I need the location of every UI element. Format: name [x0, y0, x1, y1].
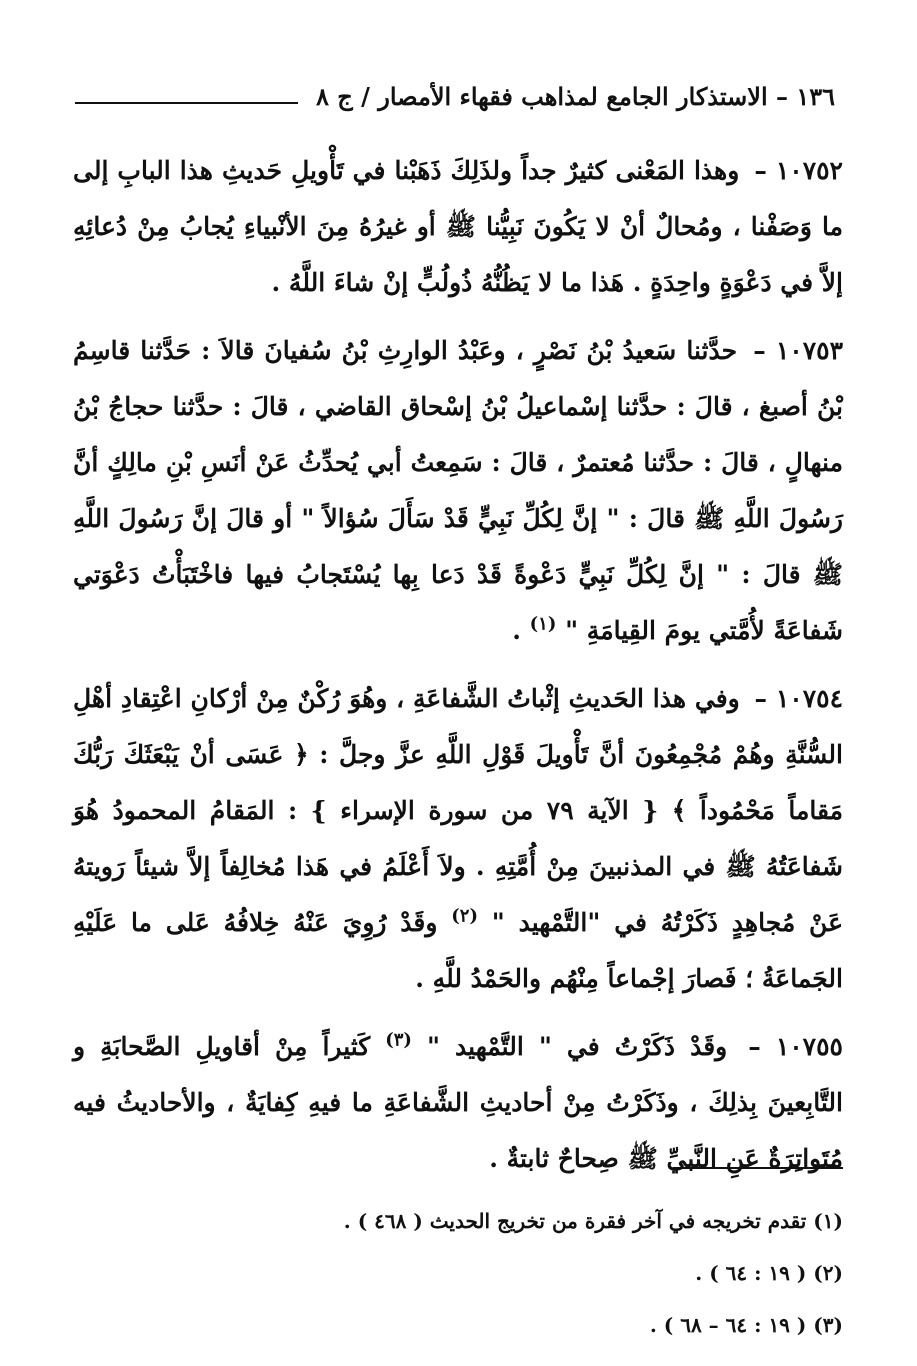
- paragraph-text: وهذا المَعْنى كثيرٌ جداً ولذَلِكَ ذَهَبْنا في تَأْويلِ حَديثِ هذا البابِ إلى ما وَصَفْنا ، ومُحالٌ أنْ لا يَكُونَ نَبِيُّنا ﷺ أو غيرُهُ مِنَ الأنْبياءِ يُجابُ مِنْ دُعائِهِ إلاَّ في دَعْوَةٍ واحِدَةٍ . هَذا ما لا يَظُنُّهُ ذُولُبٍّ إنْ شاءَ اللَّهُ .: [73, 156, 843, 297]
- running-header: [75, 72, 835, 112]
- footnote-3: (٣) ( ١٩ : ٦٤ – ٦٨ ) .: [649, 1313, 843, 1337]
- paragraph-text: وفي هذا الحَديثِ إثْباتُ الشَّفاعَةِ ، وهُوَ رُكْنٌ مِنْ أرْكانِ اعْتِقادِ أهْلِ السُّنَّةِ وهُمْ مُجْمِعُونَ أنَّ تَأْويلَ قَوْلِ اللَّهِ عزَّ وجلَّ : ﴿ عَسَى أنْ يَبْعَثَكَ رَبُّكَ مَقاماً مَحْمُوداً ﴾ { الآية ٧٩ من سورة الإسراء } : المَقامُ المحمودُ هُوَ شَفاعَتُهُ ﷺ في المذنبينَ مِنْ أُمَّتِهِ . ولاَ أَعْلَمُ في هَذا مُخالِفاً إلاَّ شيئاً رَويتهُ عَنْ مُجاهِدٍ ذَكَرْتُهُ في "التَّمْهيد ": [73, 684, 844, 937]
- paragraph-10753: [73, 323, 843, 659]
- paragraph-10752: [73, 143, 843, 311]
- paragraph-text: وقَدْ ذَكَرْتُ في " التَّمْهيد ": [426, 1032, 728, 1061]
- paragraph-text: حدَّثنا سَعيدُ بْنُ نَصْرٍ ، وعَبْدُ الوارِثِ بْنُ سُفيانَ قالاَ : حَدَّثنا قاسِمُ بْنُ أصبغ ، قالَ : حدَّثنا إسْماعيلُ بْنُ إسْحاق القاضي ، قالَ : حدَّثنا حجاجُ بْنُ منهالٍ ، قالَ : حدَّثنا مُعتمرٌ ، قالَ : سَمِعتُ أبي يُحدِّثُ عَنْ أنَسِ بْنِ مالِكٍ أنَّ رَسُولَ اللَّهِ ﷺ قالَ : " إنَّ لِكُلِّ نَبِيٍّ قَدْ سَأَلَ سُؤالاً " أو قالَ إنَّ رَسُولَ اللَّهِ ﷺ قالَ : " إنَّ لِكُلِّ نَبِيٍّ دَعْوةً قَدْ دَعا بِها يُسْتَجابُ فيها فاخْتَبَأْتُ دَعْوَتي شَفاعَةً لأُمَّتي يومَ القِيامَةِ ": [73, 336, 843, 645]
- paragraph-10754: [73, 671, 843, 1007]
- paragraph-tail: كَثيراً مِنْ أقاويلِ الصَّحابَةِ و التَّابِعينَ بِذلِكَ ، وذَكَرْتُ مِنْ أحاديثِ الشَّفاعَةِ ما فيهِ كِفايَةٌ ، والأحاديثُ فيه مُتَواتِرَةٌ عَنِ النَّبيِّ ﷺ صِحاحٌ ثابتةٌ .: [73, 1032, 843, 1173]
- footnote-ref[interactable]: (٢): [451, 905, 478, 927]
- footnote-ref[interactable]: (١): [529, 613, 557, 635]
- paragraph-10755: [73, 1019, 843, 1187]
- paragraph-number: ١٠٧٥٤ –: [754, 684, 843, 713]
- main-text: [73, 143, 843, 1199]
- footnote-2: (٢) ( ١٩ : ٦٤ ) .: [695, 1261, 843, 1285]
- header-title: ١٣٦ – الاستذكار الجامع لمذاهب فقهاء الأمصار / ج ٨: [316, 82, 835, 111]
- footnote-separator: [673, 1167, 843, 1169]
- paragraph-tail: وقَدْ رُوِيَ عَنْهُ خِلافُهُ عَلى ما عَلَيْهِ الجَماعَةُ ؛ فَصارَ إجْماعاً مِنْهُم والحَمْدُ للَّهِ .: [73, 908, 843, 993]
- paragraph-number: ١٠٧٥٣ –: [753, 336, 843, 365]
- paragraph-number: ١٠٧٥٥ –: [748, 1032, 843, 1061]
- paragraph-tail: .: [512, 616, 530, 645]
- header-rule: [75, 102, 298, 104]
- footnotes: [73, 1195, 843, 1351]
- paragraph-number: ١٠٧٥٢ –: [754, 156, 843, 185]
- footnote-ref[interactable]: (٣): [385, 1029, 412, 1051]
- footnote-1: (١) تقدم تخريجه في آخر فقرة من تخريج الحديث ( ٤٦٨ ) .: [343, 1209, 843, 1233]
